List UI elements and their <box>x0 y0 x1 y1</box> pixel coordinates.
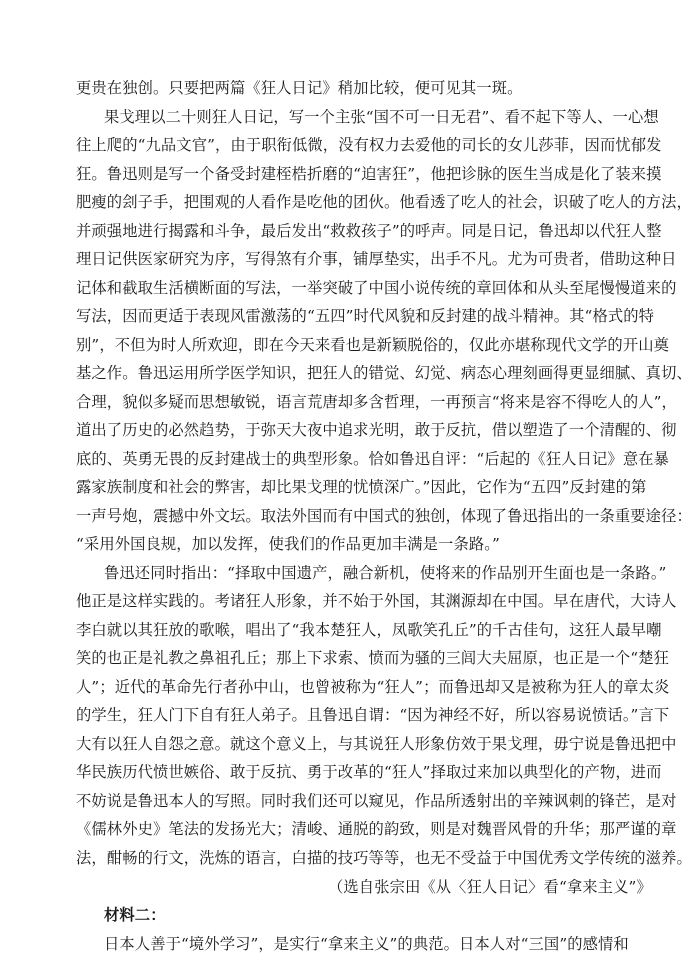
text-line: 的学生，狂人门下自有狂人弟子。且鲁迅自谓：“因为神经不好，所以容易说愤话。”言下 <box>76 706 670 724</box>
text-line: 理日记供医家研究为序，写得煞有介事，铺厚垫实，出手不凡。尤为可贵者，借助这种日 <box>76 250 677 268</box>
text-line: 大有以狂人自怨之意。就这个意义上，与其说狂人形象仿效于果戈理，毋宁说是鲁迅把中 <box>76 735 677 753</box>
text-line: 肥瘦的刽子手，把围观的人看作是吃他的团伙。他看透了吃人的社会，识破了吃人的方法， <box>76 193 692 211</box>
text-line: 并顽强地进行揭露和斗争，最后发出“救救孩子”的呼声。同是日记，鲁迅却以代狂人整 <box>76 222 662 240</box>
text-line: 狂。鲁迅则是写一个备受封建桎梏折磨的“迫害狂”，他把诊脉的医生当成是化了装来摸 <box>76 165 662 183</box>
source-citation: （选自张宗田《从〈狂人日记〉看“拿来主义”》 <box>328 878 652 896</box>
text-line: 露家族制度和社会的弊害，却比果戈理的忧愤深广。”因此，它作为“五四”反封建的第 <box>76 478 647 496</box>
text-line: 别”，不但为时人所欢迎，即在今天来看也是新颖脱俗的，仅此亦堪称现代文学的开山奠 <box>76 336 670 354</box>
text-line: 鲁迅还同时指出：“择取中国遗产，融合新机，使将来的作品别开生面也是一条路。” <box>104 564 667 582</box>
text-line: 一声号炮，震撼中外文坛。取法外国而有中国式的独创，体现了鲁迅指出的一条重要途径： <box>76 507 692 525</box>
text-line: 《儒林外史》笔法的发扬光大；清峻、通脱的韵致，则是对魏晋风骨的升华；那严谨的章 <box>76 820 677 838</box>
text-line: 华民族历代愤世嫉俗、敢于反抗、勇于改革的“狂人”择取过来加以典型化的产物，进而 <box>76 763 662 781</box>
text-line: 底的、英勇无畏的反封建战士的典型形象。恰如鲁迅自评：“后起的《狂人日记》意在暴 <box>76 450 670 468</box>
text-line: 合理，貌似多疑而思想敏锐，语言荒唐却多含哲理，一再预言“将来是容不得吃人的人”， <box>76 393 677 411</box>
text-line: 不妨说是鲁迅本人的写照。同时我们还可以窥见，作品所透射出的辛辣讽刺的锋芒，是对 <box>76 792 677 810</box>
text-line: 他正是这样实践的。考诸狂人形象，并不始于外国，其渊源却在中国。早在唐代，大诗人 <box>76 592 677 610</box>
text-line: 日本人善于“境外学习”，是实行“拿来主义”的典范。日本人对“三国”的感情和 <box>104 935 629 953</box>
text-line: 李白就以其狂放的歌喉，唱出了“我本楚狂人，凤歌笑孔丘”的千古佳句，这狂人最早嘲 <box>76 621 662 639</box>
text-line: 笑的也正是礼教之鼻祖孔丘；那上下求索、愤而为骚的三闾大夫屈原，也正是一个“楚狂 <box>76 649 670 667</box>
text-line: 人”；近代的革命先行者孙中山，也曾被称为“狂人”；而鲁迅却又是被称为狂人的章太炎 <box>76 678 670 696</box>
text-line: 往上爬的“九品文官”，由于职衔低微，没有权力去爱他的司长的女儿莎菲，因而忧郁发 <box>76 136 662 154</box>
text-line: 更贵在独创。只要把两篇《狂人日记》稍加比较，便可见其一斑。 <box>76 79 523 97</box>
text-line: 果戈理以二十则狂人日记，写一个主张“国不可一日无君”、看不起下等人、一心想 <box>104 108 659 126</box>
text-line: 写法，因而更适于表现风雷激荡的“五四”时代风貌和反封建的战斗精神。其“格式的特 <box>76 307 655 325</box>
text-line: 法，酣畅的行文，洗炼的语言，白描的技巧等等，也无不受益于中国优秀文学传统的滋养。 <box>76 849 692 867</box>
section-heading: 材料二： <box>104 906 166 924</box>
text-line: 道出了历史的必然趋势，于弥天大夜中追求光明，敢于反抗，借以塑造了一个清醒的、彻 <box>76 421 677 439</box>
text-line: 基之作。鲁迅运用所学医学知识，把狂人的错觉、幻觉、病态心理刻画得更显细腻、真切、 <box>76 364 692 382</box>
text-line: 记体和截取生活横断面的写法，一举突破了中国小说传统的章回体和从头至尾慢慢道来的 <box>76 279 677 297</box>
text-line: “采用外国良规，加以发挥，使我们的作品更加丰满是一条路。” <box>76 535 500 553</box>
